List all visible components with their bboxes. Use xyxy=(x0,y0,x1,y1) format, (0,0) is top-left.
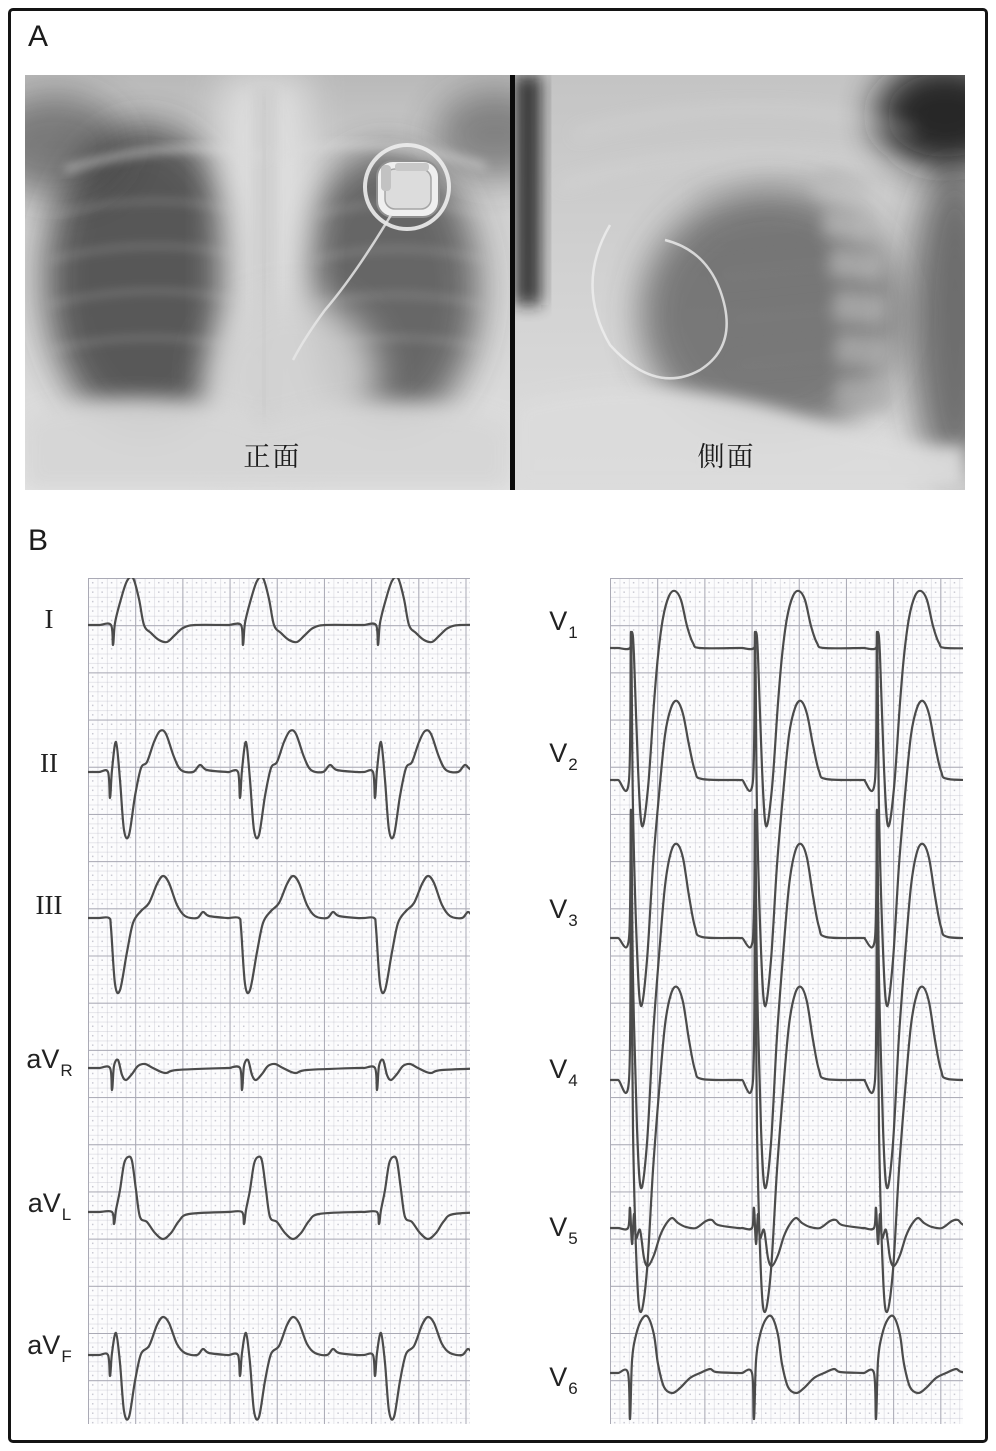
lead-label-V5: $V_5$ xyxy=(549,1212,578,1249)
lateral-caption: 側面 xyxy=(697,442,756,472)
ecg-trace-aVL xyxy=(88,1157,470,1239)
ecg-trace-aVR xyxy=(88,1060,470,1090)
ecg-precordial-leads-strip xyxy=(610,578,963,1424)
lead-label-V2: $V_2$ xyxy=(549,738,578,775)
ecg-traces xyxy=(610,578,963,1424)
ecg-traces xyxy=(88,578,470,1424)
ecg-trace-I xyxy=(88,578,470,645)
chest-xray-frontal-image xyxy=(25,75,510,490)
ecg-trace-V2 xyxy=(610,632,963,1006)
lead-label-V3: $V_3$ xyxy=(549,894,578,931)
ecg-trace-aVF xyxy=(88,1317,470,1420)
lead-label-III: III xyxy=(35,890,63,920)
ecg-trace-III xyxy=(88,876,470,993)
chest-xray-lateral-image xyxy=(515,75,965,490)
ecg-trace-II xyxy=(88,730,470,838)
frontal-caption: 正面 xyxy=(243,442,302,472)
lead-label-I: I xyxy=(44,604,54,634)
ecg-trace-V4 xyxy=(610,905,963,1312)
ecg-limb-leads-strip xyxy=(88,578,470,1424)
chest-xray-frontal xyxy=(25,75,510,490)
lead-label-aVL: $aV_L$ xyxy=(27,1188,72,1225)
lead-label-V1: $V_1$ xyxy=(549,606,578,643)
lead-label-V4: $V_4$ xyxy=(549,1054,578,1091)
lead-label-II: II xyxy=(40,748,58,778)
panel-a-label: A xyxy=(28,20,49,53)
panel-b-label: B xyxy=(28,524,49,557)
lead-label-aVF: $aV_F$ xyxy=(27,1330,72,1367)
ecg-trace-V5 xyxy=(610,1208,963,1266)
lead-label-V6: $V_6$ xyxy=(549,1362,578,1399)
lead-label-aVR: $aV_R$ xyxy=(26,1044,73,1081)
chest-xray-lateral xyxy=(515,75,965,490)
ecg-trace-V3 xyxy=(610,810,963,1188)
xray-panel xyxy=(25,75,965,490)
ecg-trace-V6 xyxy=(610,1316,963,1419)
ecg-trace-V1 xyxy=(610,591,963,827)
